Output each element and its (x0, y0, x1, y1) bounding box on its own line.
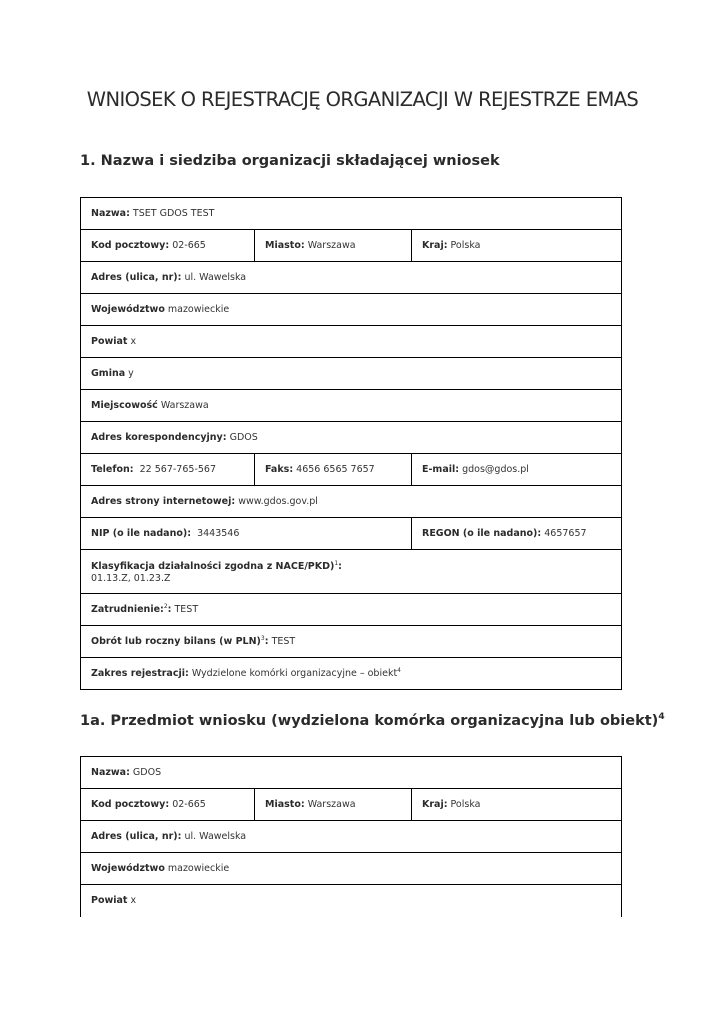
field-miejscowosc (81, 390, 622, 422)
row-nazwa (81, 757, 622, 789)
field-label: Powiat (91, 895, 128, 907)
field-wojewodztwo (81, 853, 622, 885)
row-miejscowosc (81, 390, 622, 422)
field-value: Polska (450, 799, 481, 810)
footnote-ref: 4 (397, 667, 401, 675)
field-label: Kod pocztowy: (91, 240, 170, 251)
section-1-heading (80, 153, 500, 169)
row-nace (81, 550, 622, 594)
field-value: ul. Wawelska (184, 272, 247, 283)
field-value: 4657657 (544, 528, 587, 539)
field-value: www.gdos.gov.pl (238, 496, 318, 507)
field-value: Polska (450, 240, 481, 251)
field-label: Kod pocztowy: (91, 799, 170, 810)
field-label: REGON (o ile nadano): (422, 528, 542, 539)
field-telefon (81, 454, 255, 486)
field-label: Zakres rejestracji: (91, 668, 189, 680)
field-zatrudnienie (81, 594, 622, 626)
field-kod-pocztowy (81, 230, 255, 262)
field-label: Adres korespondencyjny: (91, 432, 227, 443)
field-value: x (130, 895, 137, 907)
field-nazwa (81, 198, 622, 230)
field-value: GDOS (132, 767, 162, 778)
field-label: Obrót lub roczny bilans (w PLN) (91, 636, 261, 648)
field-value: TEST (271, 636, 296, 648)
field-value: 3443546 (197, 528, 240, 539)
field-zakres-rejestracji (81, 658, 622, 690)
field-kraj (412, 230, 622, 262)
field-value: TSET GDOS TEST (132, 208, 215, 219)
field-miasto (255, 789, 412, 821)
field-kod-pocztowy (81, 789, 255, 821)
field-label: : (338, 561, 342, 573)
row-adres-korespondencyjny (81, 422, 622, 454)
field-regon (412, 518, 622, 550)
row-wojewodztwo (81, 853, 622, 885)
field-obrot (81, 626, 622, 658)
field-value: GDOS (229, 432, 258, 443)
row-adres (81, 262, 622, 294)
row-address-codes (81, 230, 622, 262)
field-label: : (167, 604, 172, 616)
field-nip (81, 518, 412, 550)
field-value: 1a. Przedmiot wniosku (wydzielona komórka organizacyjna lub obiekt) (80, 712, 659, 729)
row-obrot (81, 626, 622, 658)
row-contact (81, 454, 622, 486)
field-value: 01.13.Z, 01.23.Z (91, 573, 171, 585)
field-nace (81, 550, 622, 594)
footnote-ref: 2 (163, 603, 168, 611)
field-label: Województwo (91, 304, 165, 315)
subject-table (80, 756, 622, 917)
field-value: mazowieckie (167, 863, 230, 874)
section-1a-heading (80, 712, 665, 729)
field-value: 02-665 (172, 240, 206, 251)
field-label: Nazwa: (91, 767, 130, 778)
field-label: Miejscowość (91, 400, 158, 411)
row-www (81, 486, 622, 518)
field-label: Zatrudnienie: (91, 604, 164, 616)
field-label: Powiat (91, 336, 128, 347)
field-value: 22 567-765-567 (139, 464, 217, 475)
field-adres-korespondencyjny (81, 422, 622, 454)
field-email (412, 454, 622, 486)
document-title: WNIOSEK O REJESTRACJĘ ORGANIZACJI W REJESTRZE EMAS (86, 88, 639, 111)
field-label: Adres (ulica, nr): (91, 831, 182, 842)
field-value: Warszawa (307, 799, 356, 810)
field-label: Adres strony internetowej: (91, 496, 236, 507)
field-label: Klasyfikacja działalności zgodna z NACE/PKD) (91, 561, 335, 573)
row-powiat (81, 326, 622, 358)
row-gmina (81, 358, 622, 390)
field-value: Wydzielone komórki organizacyjne – obiekt (191, 668, 398, 680)
field-strona-internetowa (81, 486, 622, 518)
field-label: Nazwa: (91, 208, 130, 219)
field-label: : (264, 636, 269, 648)
footnote-ref: 1 (334, 559, 339, 567)
field-value: mazowieckie (167, 304, 230, 315)
row-nip-regon (81, 518, 622, 550)
row-wojewodztwo (81, 294, 622, 326)
field-label: Kraj: (422, 240, 448, 251)
footnote-ref: 3 (260, 635, 265, 643)
field-value: y (128, 368, 134, 379)
field-miasto (255, 230, 412, 262)
field-powiat (81, 885, 622, 917)
row-nazwa (81, 198, 622, 230)
field-gmina (81, 358, 622, 390)
field-adres (81, 262, 622, 294)
field-label: Kraj: (422, 799, 448, 810)
organization-table (80, 197, 622, 690)
row-zatrudnienie (81, 594, 622, 626)
field-label: Miasto: (265, 240, 305, 251)
row-zakres (81, 658, 622, 690)
field-kraj (412, 789, 622, 821)
field-value: gdos@gdos.pl (462, 464, 529, 475)
row-adres (81, 821, 622, 853)
field-label: Faks: (265, 464, 294, 475)
field-wojewodztwo (81, 294, 622, 326)
field-value: Warszawa (307, 240, 356, 251)
footnote-ref: 4 (658, 712, 665, 722)
field-label: Miasto: (265, 799, 305, 810)
field-nazwa (81, 757, 622, 789)
field-label: Telefon: (91, 464, 134, 475)
field-faks (255, 454, 412, 486)
field-label: Gmina (91, 368, 126, 379)
field-value: ul. Wawelska (184, 831, 247, 842)
field-adres (81, 821, 622, 853)
row-powiat (81, 885, 622, 917)
field-value: 4656 6565 7657 (296, 464, 375, 475)
field-label: Województwo (91, 863, 165, 874)
field-label: E-mail: (422, 464, 460, 475)
field-value: 1. Nazwa i siedziba organizacji składającej wniosek (80, 153, 500, 169)
field-value: x (130, 336, 137, 347)
field-label: NIP (o ile nadano): (91, 528, 192, 539)
field-label: Adres (ulica, nr): (91, 272, 182, 283)
field-value: Warszawa (160, 400, 209, 411)
field-value: 02-665 (172, 799, 206, 810)
row-address-codes (81, 789, 622, 821)
field-powiat (81, 326, 622, 358)
field-value: TEST (174, 604, 199, 616)
